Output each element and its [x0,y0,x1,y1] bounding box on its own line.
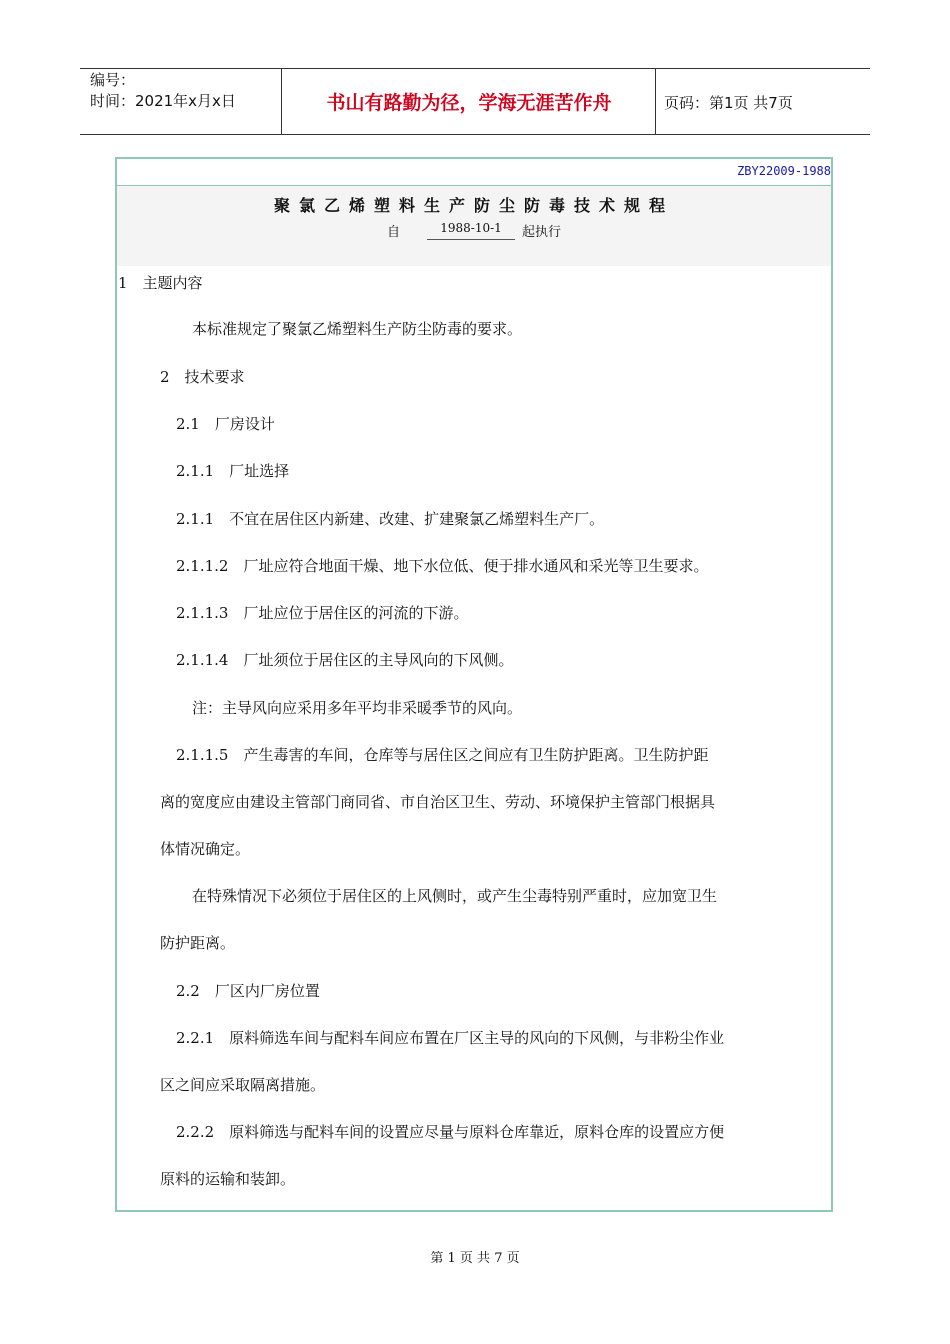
standard-code-row [117,159,831,186]
paragraph: 2.2.2 原料筛选与配料车间的设置应尽量与原料仓库靠近，原料仓库的设置应方便 [176,1123,725,1141]
paragraph-continuation: 区之间应采取隔离措施。 [160,1076,326,1094]
paragraph-continuation: 离的宽度应由建设主管部门商同省、市自治区卫生、劳动、环境保护主管部门根据具 [160,793,716,811]
page-footer: 第 1 页 共 7 页 [430,1251,520,1266]
header-meta [90,70,236,112]
section-heading: 2 技术要求 [160,368,245,386]
paragraph: 2.1.1.4 厂址须位于居住区的主导风向的下风侧。 [176,651,514,669]
header-divider-right [655,68,656,135]
header-motto: 书山有路勤为径，学海无涯苦作舟 [326,92,612,114]
paragraph: 2.1.1.3 厂址应位于居住区的河流的下游。 [176,604,469,622]
paragraph-continuation: 防护距离。 [160,934,236,952]
subsection-heading: 2.2 厂区内厂房位置 [176,982,320,1000]
paragraph-continuation: 原料的运输和装卸。 [160,1170,296,1188]
section-heading: 1 主题内容 [118,274,203,292]
paragraph: 2.2.1 原料筛选车间与配料车间应布置在厂区主导的风向的下风侧，与非粉尘作业 [176,1029,725,1047]
number-label: 编号： [90,71,136,89]
exec-to-label: 起执行 [522,225,562,240]
header-divider-left [281,68,282,135]
subsection-heading: 2.1 厂房设计 [176,415,275,433]
subsection-heading: 2.1.1 厂址选择 [176,462,290,480]
paragraph: 本标准规定了聚氯乙烯塑料生产防尘防毒的要求。 [192,320,523,338]
document-frame [115,157,833,1212]
title-area [117,186,831,266]
paragraph: 2.1.1.2 厂址应符合地面干燥、地下水位低、便于排水通风和采光等卫生要求。 [176,557,709,575]
paragraph-continuation: 体情况确定。 [160,840,251,858]
time-label: 时间：2021年x月x日 [90,92,236,110]
standard-code: ZBY22009-1988 [737,164,831,178]
document-title: 聚氯乙烯塑料生产防尘防毒技术规程 [273,196,674,215]
paragraph: 在特殊情况下必须位于居住区的上风侧时，或产生尘毒特别严重时，应加宽卫生 [192,887,718,905]
note: 注：主导风向应采用多年平均非采暖季节的风向。 [192,699,523,717]
paragraph: 2.1.1 不宜在居住区内新建、改建、扩建聚氯乙烯塑料生产厂。 [176,510,605,528]
exec-date: 1988-10-1 [427,221,515,240]
header-page-info: 页码：第1页 共7页 [664,94,793,112]
exec-from-label: 自 [387,225,401,240]
paragraph: 2.1.1.5 产生毒害的车间，仓库等与居住区之间应有卫生防护距离。卫生防护距 [176,746,709,764]
